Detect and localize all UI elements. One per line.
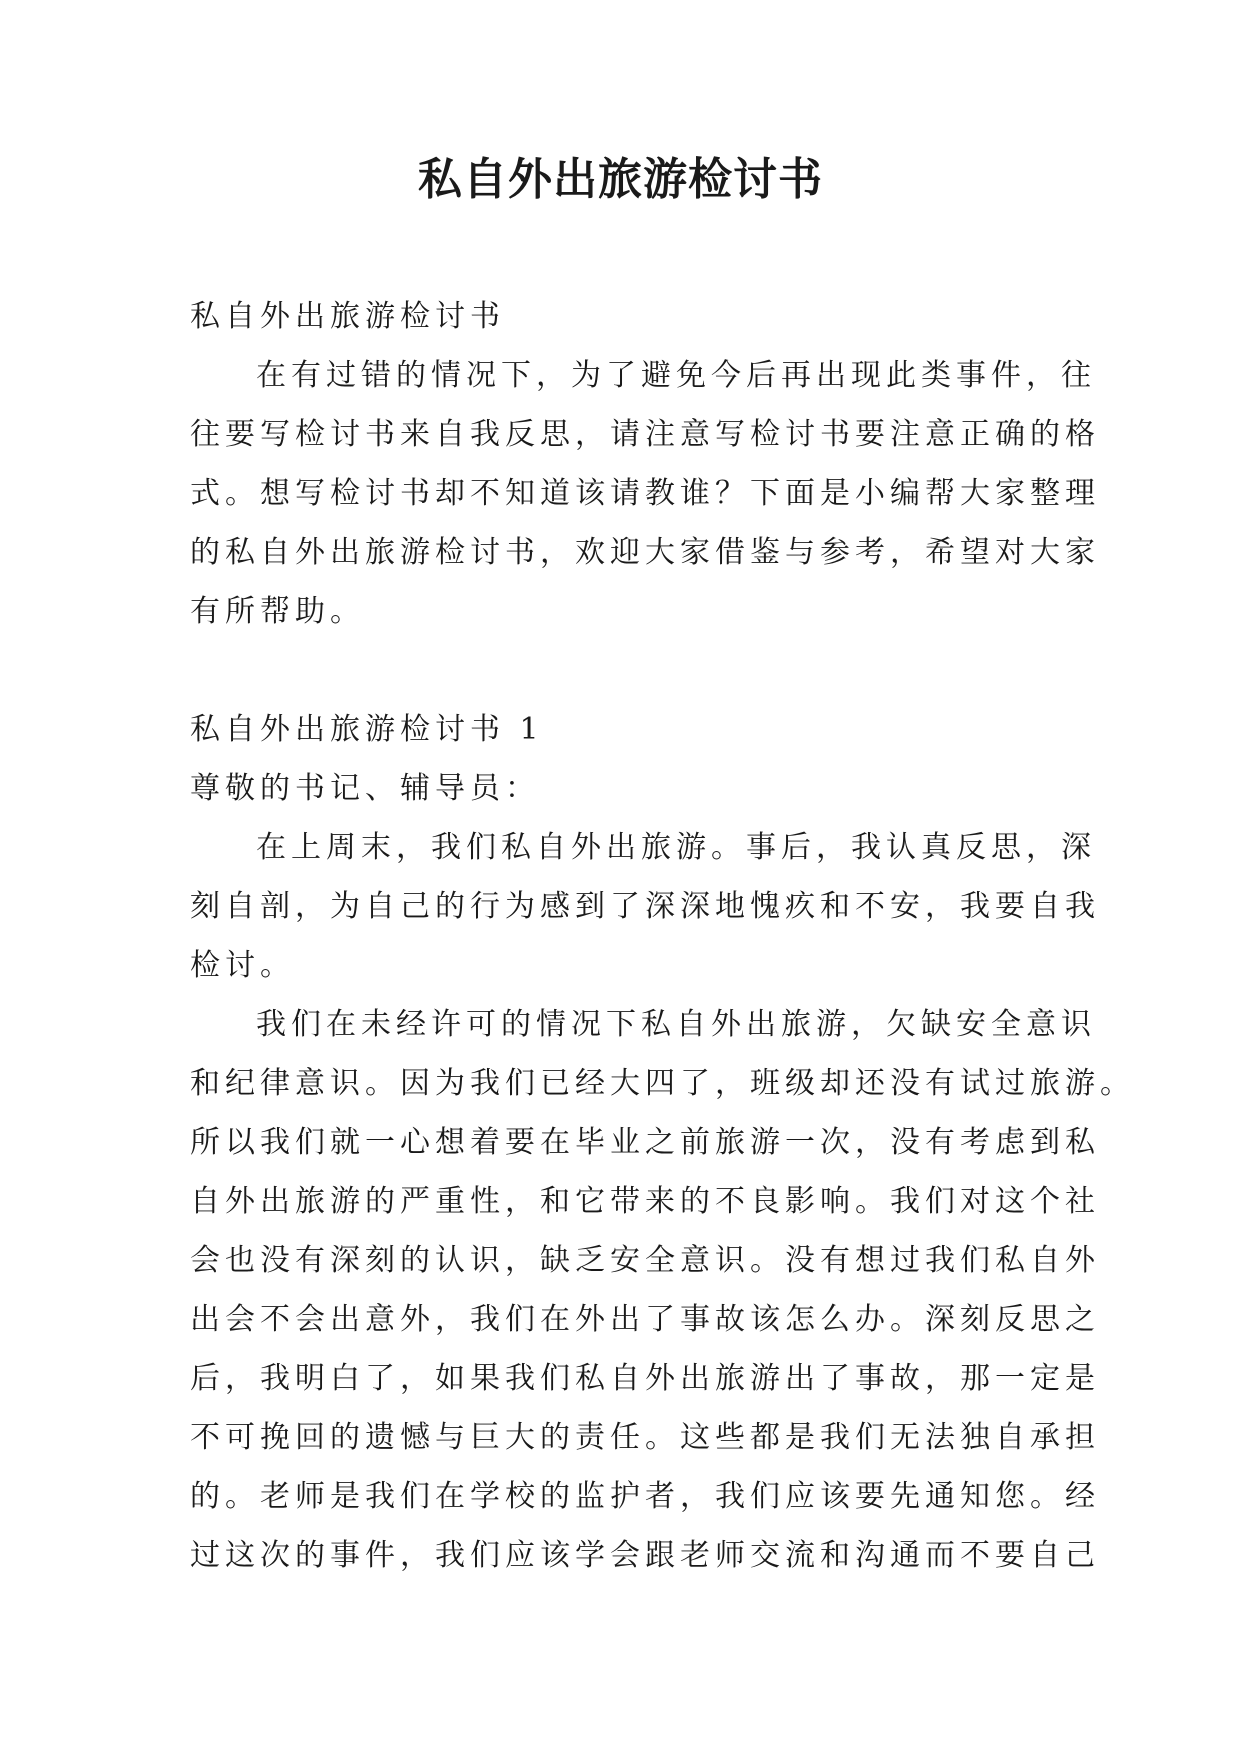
intro-line: 式。想写检讨书却不知道该请教谁？下面是小编帮大家整理 — [190, 476, 1100, 511]
subtitle: 私自外出旅游检讨书 — [190, 299, 505, 334]
intro-paragraph — [190, 346, 1100, 641]
paragraph-line: 检讨。 — [190, 948, 295, 983]
paragraph-2 — [190, 995, 1135, 1585]
document-body — [190, 287, 1135, 1585]
section-heading: 私自外出旅游检讨书 1 — [190, 712, 544, 747]
paragraph-line: 过这次的事件，我们应该学会跟老师交流和沟通而不要自己 — [190, 1538, 1100, 1573]
paragraph-line: 自外出旅游的严重性，和它带来的不良影响。我们对这个社 — [190, 1184, 1100, 1219]
paragraph-line: 后，我明白了，如果我们私自外出旅游出了事故，那一定是 — [190, 1361, 1100, 1396]
document-title: 私自外出旅游检讨书 — [418, 154, 823, 205]
paragraph-spacer — [190, 641, 1050, 700]
salutation: 尊敬的书记、辅导员： — [190, 771, 540, 806]
intro-line: 有所帮助。 — [190, 594, 365, 629]
paragraph-line: 和纪律意识。因为我们已经大四了，班级却还没有试过旅游。 — [190, 1066, 1135, 1101]
paragraph-line: 的。老师是我们在学校的监护者，我们应该要先通知您。经 — [190, 1479, 1100, 1514]
paragraph-line: 所以我们就一心想着要在毕业之前旅游一次，没有考虑到私 — [190, 1125, 1100, 1160]
intro-line: 在有过错的情况下，为了避免今后再出现此类事件，往 — [256, 358, 1096, 393]
paragraph-1 — [190, 818, 1100, 995]
paragraph-line: 会也没有深刻的认识，缺乏安全意识。没有想过我们私自外 — [190, 1243, 1100, 1278]
paragraph-line: 我们在未经许可的情况下私自外出旅游，欠缺安全意识 — [256, 1007, 1096, 1042]
intro-line: 往要写检讨书来自我反思，请注意写检讨书要注意正确的格 — [190, 417, 1100, 452]
paragraph-line: 出会不会出意外，我们在外出了事故该怎么办。深刻反思之 — [190, 1302, 1100, 1337]
paragraph-line: 在上周末，我们私自外出旅游。事后，我认真反思，深 — [256, 830, 1096, 865]
paragraph-line: 不可挽回的遗憾与巨大的责任。这些都是我们无法独自承担 — [190, 1420, 1100, 1455]
intro-line: 的私自外出旅游检讨书，欢迎大家借鉴与参考，希望对大家 — [190, 535, 1100, 570]
paragraph-line: 刻自剖，为自己的行为感到了深深地愧疚和不安，我要自我 — [190, 889, 1100, 924]
